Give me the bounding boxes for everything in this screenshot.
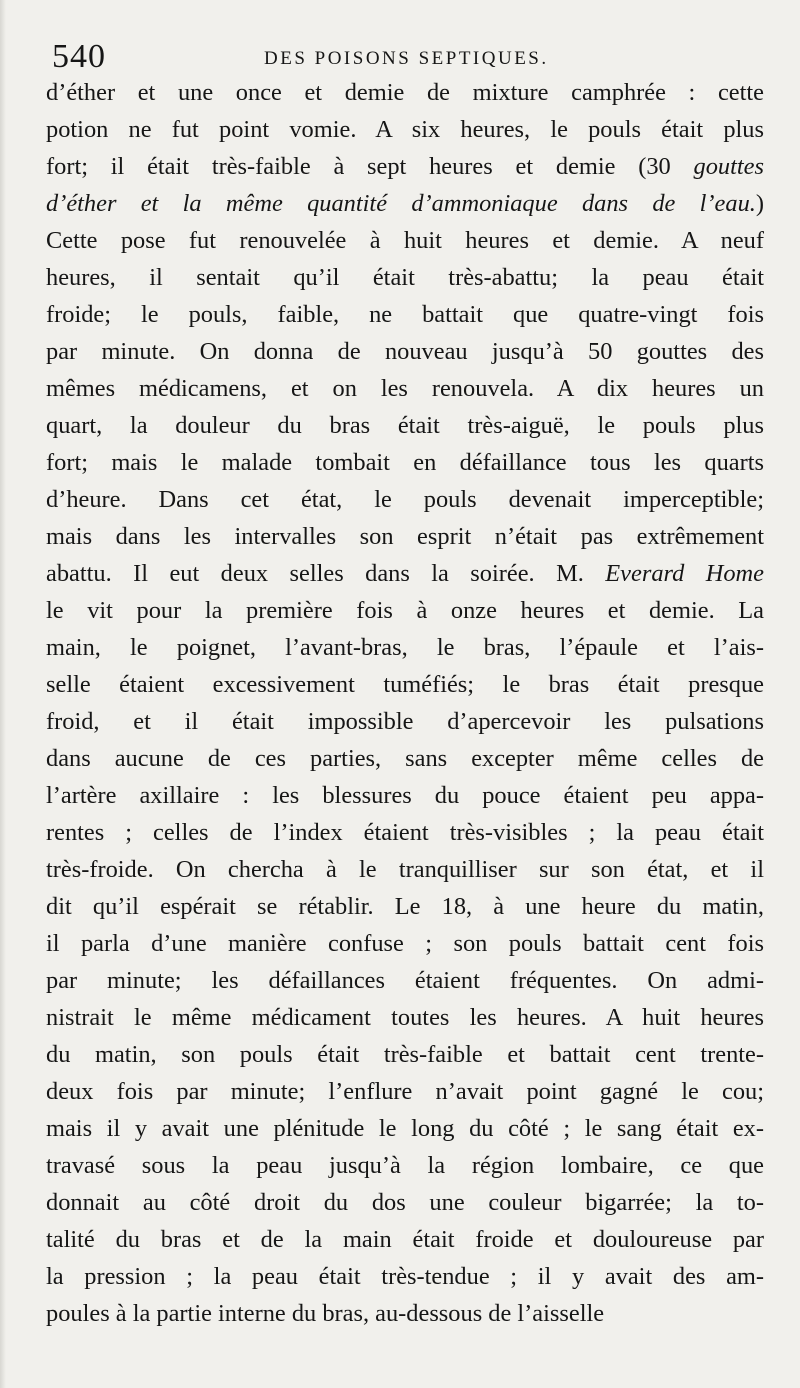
text-line: heures, il sentait qu’il était très-abattu; la peau était [46,264,764,291]
italic-fragment: Everard Home [605,560,764,587]
text-line: froide; le pouls, faible, ne battait que quatre-vingt fois [46,301,764,328]
text-fragment: ) [755,190,764,217]
text-line: potion ne fut point vomie. A six heures, le pouls était plus [46,116,764,143]
text-line: la pression ; la peau était très-tendue ; il y avait des am- [46,1263,764,1290]
text-line: mais il y avait une plénitude le long du côté ; le sang était ex- [46,1115,764,1142]
italic-fragment: d’éther et la même quantité d’ammoniaque dans de l’eau. [46,190,756,217]
text-line: par minute. On donna de nouveau jusqu’à 50 gouttes des [46,338,764,365]
text-line: nistrait le même médicament toutes les heures. A huit heures [46,1004,764,1031]
text-line: très-froide. On chercha à le tranquilliser sur son état, et il [46,856,764,883]
text-line: par minute; les défaillances étaient fréquentes. On admi- [46,967,764,994]
italic-fragment: gouttes [693,153,764,180]
page-number: 540 [52,38,106,75]
text-fragment: abattu. Il eut deux selles dans la soirée. M. [46,560,606,587]
page-header [52,38,760,78]
text-line: deux fois par minute; l’enflure n’avait point gagné le cou; [46,1078,764,1105]
page-spine-shadow [0,0,6,1388]
text-line: le vit pour la première fois à onze heures et demie. La [46,597,764,624]
text-line: Cette pose fut renouvelée à huit heures et demie. A neuf [46,227,764,254]
body-text [46,74,764,1332]
text-line: fort; mais le malade tombait en défaillance tous les quarts [46,449,764,476]
text-line [46,555,764,592]
text-line: donnait au côté droit du dos une couleur bigarrée; la to- [46,1189,764,1216]
text-line: poules à la partie interne du bras, au-dessous de l’aisselle [46,1300,605,1327]
text-line: mêmes médicamens, et on les renouvela. A dix heures un [46,375,764,402]
text-line [46,185,764,222]
text-line: selle étaient excessivement tuméfiés; le bras était presque [46,671,764,698]
text-line: d’éther et une once et demie de mixture camphrée : cette [46,79,764,106]
text-line: main, le poignet, l’avant-bras, le bras, l’épaule et l’ais- [46,634,764,661]
text-line: dans aucune de ces parties, sans excepter même celles de [46,745,764,772]
text-line: l’artère axillaire : les blessures du pouce étaient peu appa- [46,782,764,809]
text-fragment: fort; il était très-faible à sept heures et demie (30 [46,153,694,180]
text-line: du matin, son pouls était très-faible et battait cent trente- [46,1041,764,1068]
text-line: talité du bras et de la main était froide et douloureuse par [46,1226,764,1253]
text-line: rentes ; celles de l’index étaient très-visibles ; la peau était [46,819,764,846]
text-line: il parla d’une manière confuse ; son pouls battait cent fois [46,930,764,957]
text-line: quart, la douleur du bras était très-aiguë, le pouls plus [46,412,764,439]
text-line: froid, et il était impossible d’apercevoir les pulsations [46,708,764,735]
text-line: d’heure. Dans cet état, le pouls devenait imperceptible; [46,486,764,513]
text-line [46,148,764,185]
running-head: DES POISONS SEPTIQUES. [264,48,549,69]
text-line: mais dans les intervalles son esprit n’était pas extrêmement [46,523,764,550]
text-line: travasé sous la peau jusqu’à la région lombaire, ce que [46,1152,764,1179]
text-line: dit qu’il espérait se rétablir. Le 18, à une heure du matin, [46,893,764,920]
